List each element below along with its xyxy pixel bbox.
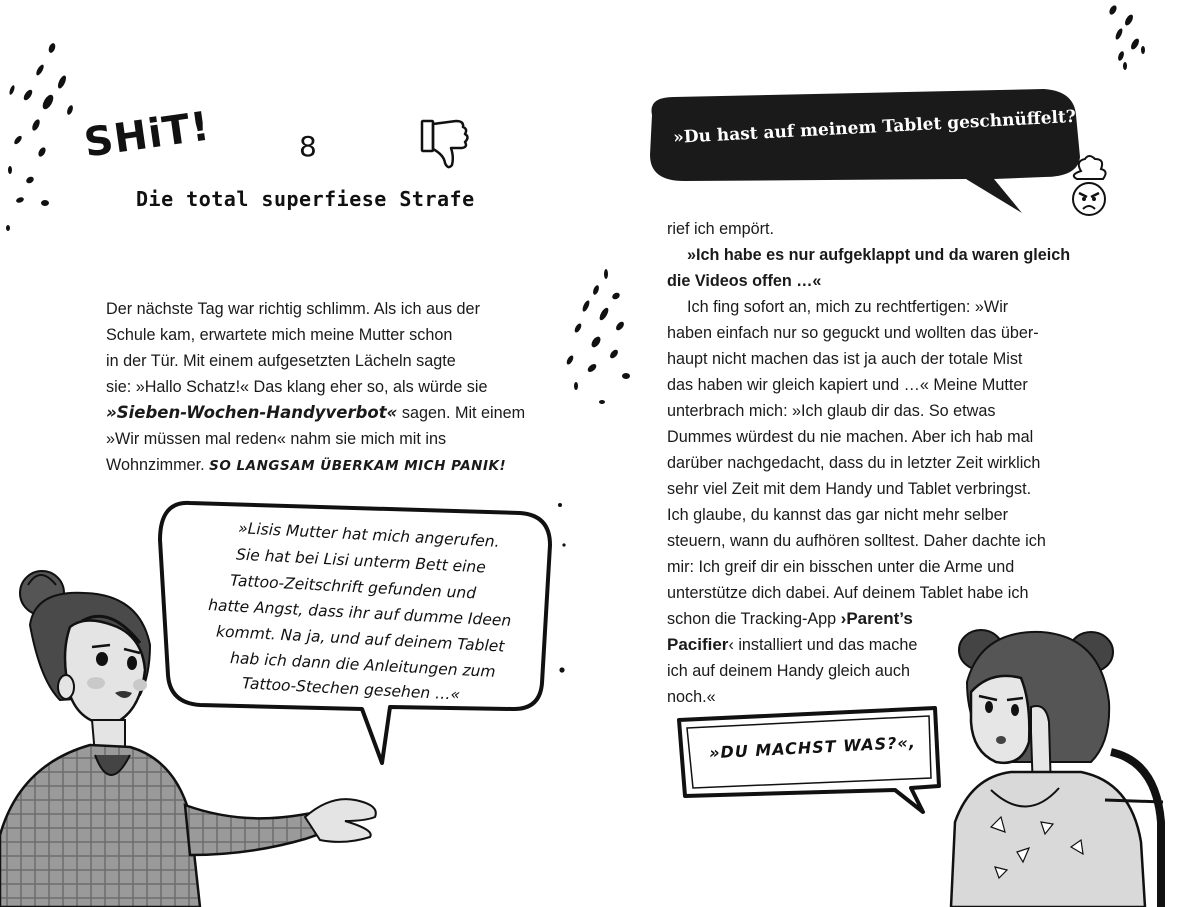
speech-line: Sie hat bei Lisi unterm Bett eine [235, 545, 487, 577]
text-line: unterbrach mich: »Ich glaub dir das. So etwas [667, 402, 996, 420]
text-line: Ich fing sofort an, mich zu rechtfertigen: »Wir [687, 298, 1009, 316]
text-line: ich auf deinem Handy gleich auch [667, 662, 910, 680]
text-line: in der Tür. Mit einem aufgesetzten Lächeln sagte [106, 352, 456, 370]
ink-splatter-decoration [556, 268, 641, 408]
text-fragment: ‹ installiert und das mache [728, 636, 918, 654]
ink-splatter-decoration [0, 40, 95, 240]
top-speech-bubble [644, 85, 1124, 215]
text-line: haupt nicht machen das ist ja auch der totale Mist [667, 350, 1023, 368]
text-line: das haben wir gleich kapiert und …« Meine Mutter [667, 376, 1028, 394]
text-line: Schule kam, erwartete mich meine Mutter schon [106, 326, 453, 344]
text-line: Dummes würdest du nie machen. Aber ich hab mal [667, 428, 1034, 446]
text-fragment: schon die Tracking-App [667, 610, 841, 628]
app-name-emphasis: Pacifier [667, 635, 729, 654]
handyverbot-emphasis: »Sieben-Wochen-Handyverbot« [106, 403, 398, 422]
shit-label: SHiT! [81, 103, 214, 167]
text-line [106, 400, 525, 426]
text-line: unterstütze dich dabei. Auf deinem Tablet habe ich [667, 584, 1029, 602]
text-fragment: sagen. Mit einem [397, 404, 526, 422]
angry-face-icon [1061, 153, 1117, 223]
right-page [591, 0, 1181, 907]
text-line: haben einfach nur so geguckt und wollten das über- [667, 324, 1039, 342]
text-line: darüber nachgedacht, dass du in letzter Zeit wirklich [667, 454, 1041, 472]
text-line: »Wir müssen mal reden« nahm sie mich mit ins [106, 430, 447, 448]
text-line: Der nächste Tag war richtig schlimm. Als ich aus der [106, 300, 480, 318]
text-line: rief ich empört. [667, 220, 775, 238]
left-page [0, 0, 590, 907]
girl-speech-text: »DU MACHST WAS?«, [708, 732, 917, 763]
speech-line: Tattoo-Zeitschrift gefunden und [229, 571, 477, 603]
speech-line: »Lisis Mutter hat mich angerufen. [237, 519, 501, 551]
chapter-paragraph [106, 296, 526, 486]
thumbs-down-icon [418, 115, 476, 173]
girl-illustration [931, 612, 1181, 907]
text-line: Ich glaube, du kannst das gar nicht mehr selber [667, 506, 1009, 524]
speech-line: hab ich dann die Anleitungen zum [229, 649, 496, 681]
speech-line: Tattoo-Stechen gesehen …« [241, 674, 461, 704]
text-line: die Videos offen …« [667, 272, 822, 290]
text-line: noch.« [667, 688, 716, 706]
ink-splatter-decoration [1091, 0, 1161, 75]
text-line [667, 606, 913, 632]
top-bubble-text: »Du hast auf meinem Tablet geschnüffelt?«, [672, 106, 1093, 148]
text-line: sie: »Hallo Schatz!« Das klang eher so, als würde sie [106, 378, 488, 396]
mother-illustration [0, 555, 390, 907]
text-line [667, 632, 917, 658]
chapter-number: 8 [299, 130, 317, 163]
app-name-emphasis: ›Parent’s [840, 609, 913, 628]
text-line [106, 452, 506, 479]
speech-line: hatte Angst, dass ihr auf dumme Ideen [207, 596, 512, 630]
speech-line: kommt. Na ja, und auf deinem Tablet [215, 622, 505, 656]
text-line: »Ich habe es nur aufgeklappt und da waren gleich [687, 246, 1071, 264]
chapter-title: Die total superfiese Strafe [136, 187, 475, 211]
text-line: sehr viel Zeit mit dem Handy und Tablet verbringst. [667, 480, 1032, 498]
text-line: mir: Ich greif dir ein bisschen unter die Arme und [667, 558, 1015, 576]
text-fragment: Wohnzimmer. [106, 456, 210, 474]
panik-emphasis: SO LANGSAM ÜBERKAM MICH PANIK! [209, 458, 507, 474]
text-line: steuern, wann du aufhören solltest. Daher dachte ich [667, 532, 1046, 550]
